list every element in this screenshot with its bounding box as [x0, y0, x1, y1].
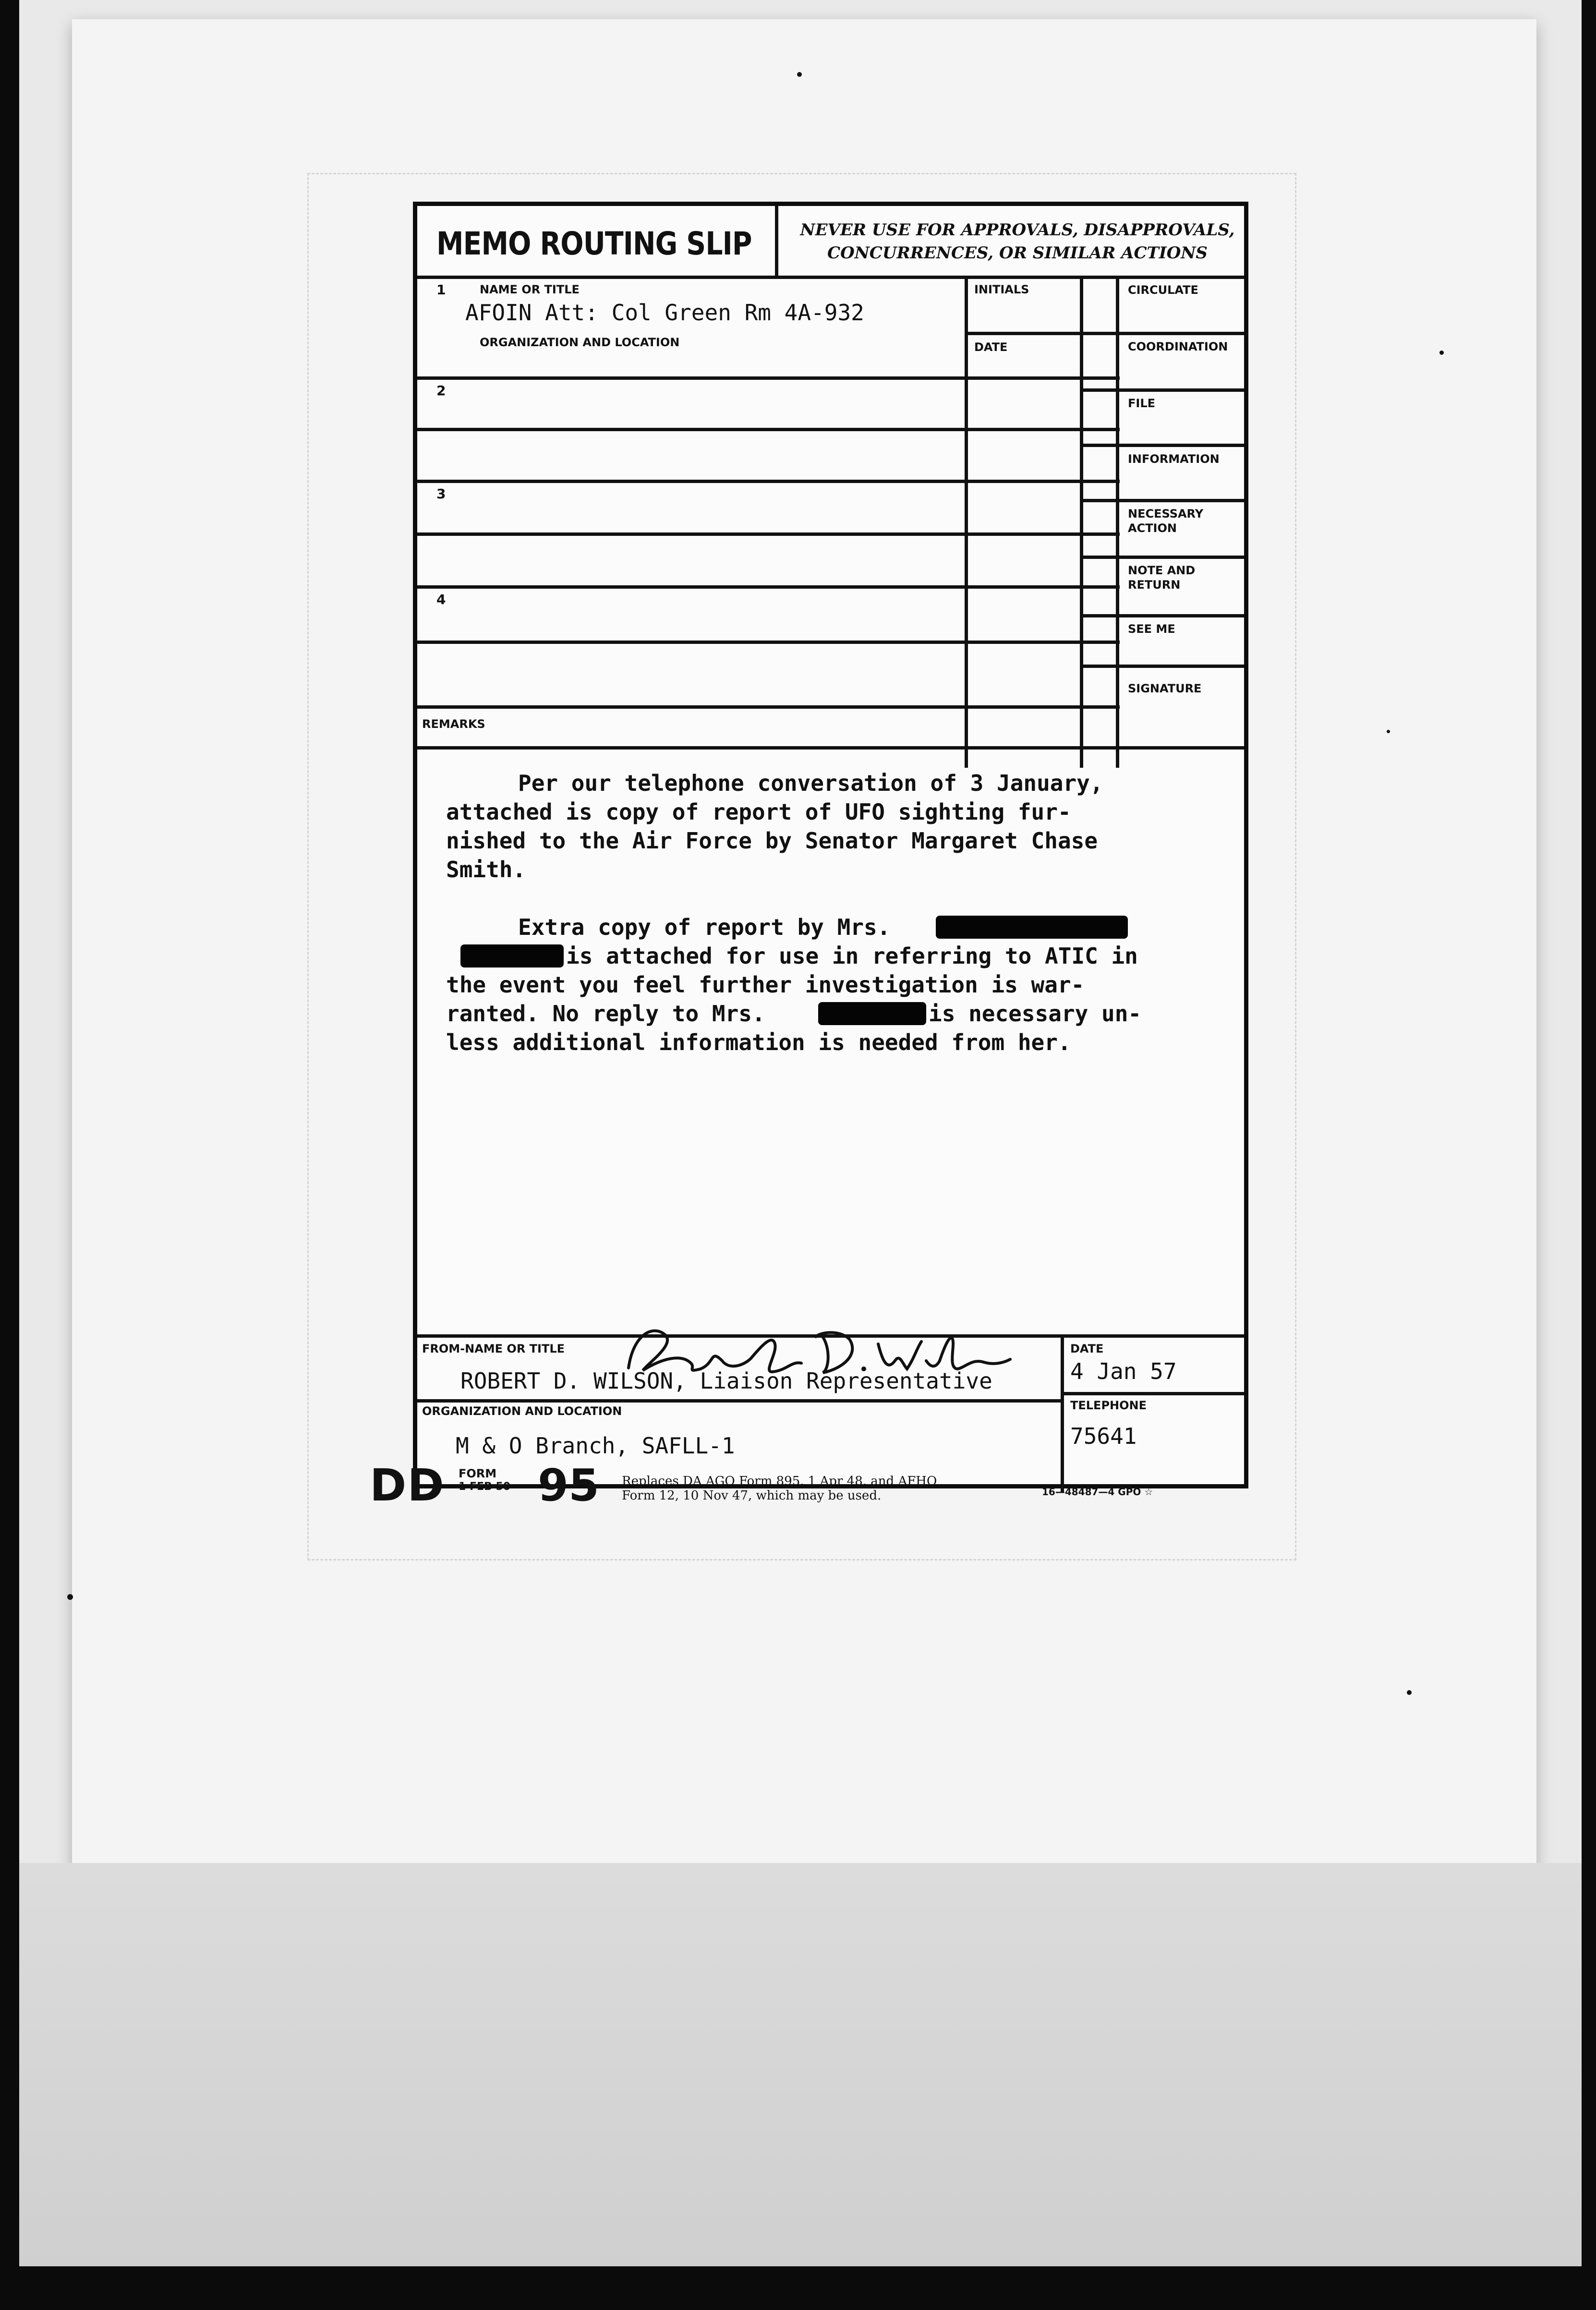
- remarks-line: nished to the Air Force by Senator Margaret Chase: [446, 828, 1098, 854]
- form-label: FORM: [459, 1467, 497, 1480]
- form-date: 1 FEB 50: [459, 1481, 511, 1493]
- row-number-3: 3: [436, 486, 446, 502]
- warning-line-1: NEVER USE FOR APPROVALS, DISAPPROVALS,: [800, 220, 1235, 240]
- action-rule: [1080, 614, 1244, 617]
- redaction-bar: [818, 1002, 926, 1025]
- org-location-label: ORGANIZATION AND LOCATION: [480, 336, 680, 349]
- remarks-line: is necessary un-: [929, 1001, 1142, 1027]
- remarks-label: REMARKS: [422, 717, 485, 731]
- header-divider: [775, 206, 778, 276]
- speck: [797, 72, 802, 77]
- initials-column-rule: [965, 276, 968, 768]
- row-rule-1: [417, 376, 1120, 380]
- speck: [1439, 351, 1444, 355]
- row-number-4: 4: [436, 592, 446, 607]
- header-rule: [417, 276, 1244, 279]
- speck: [1407, 1690, 1412, 1695]
- remarks-rule: [417, 746, 1244, 750]
- slip-title: MEMO ROUTING SLIP: [436, 225, 752, 262]
- row-rule-2: [417, 480, 1120, 483]
- row-rule-2b: [417, 532, 1120, 536]
- form-dd: DD: [370, 1460, 445, 1511]
- addressee-entry: AFOIN Att: Col Green Rm 4A-932: [465, 300, 864, 326]
- memo-routing-slip: [413, 202, 1248, 1488]
- row-rule-3b: [417, 641, 1120, 644]
- redaction-bar: [460, 944, 564, 968]
- telephone-value: 75641: [1070, 1423, 1137, 1449]
- row-rule-3: [417, 585, 1120, 589]
- telephone-label: TELEPHONE: [1070, 1399, 1147, 1412]
- action-rule: [1080, 444, 1244, 447]
- action-coordination: COORDINATION: [1128, 340, 1228, 353]
- action-information: INFORMATION: [1128, 452, 1220, 466]
- remarks-line: the event you feel further investigation is war-: [446, 972, 1085, 998]
- from-name-title-label: FROM-NAME OR TITLE: [422, 1342, 565, 1355]
- speck: [67, 1594, 73, 1600]
- remarks-line: is attached for use in referring to ATIC in: [566, 943, 1138, 969]
- from-org-rule: [417, 1399, 1061, 1403]
- replaces-note-line-2: Form 12, 10 Nov 47, which may be used.: [622, 1488, 882, 1503]
- check-column-rule-right: [1116, 276, 1119, 768]
- from-org: M & O Branch, SAFLL-1: [456, 1433, 735, 1459]
- replaces-note-line-1: Replaces DA AGO Form 895, 1 Apr 48, and AFHQ: [622, 1474, 937, 1488]
- action-note-and-return: NOTE AND RETURN: [1128, 564, 1196, 592]
- action-rule: [1080, 332, 1244, 335]
- form-number: 95: [538, 1460, 600, 1511]
- action-file: FILE: [1128, 397, 1156, 410]
- telephone-rule: [1061, 1392, 1244, 1395]
- action-circulate: CIRCULATE: [1128, 283, 1198, 297]
- action-rule: [1080, 665, 1244, 668]
- row-rule-1b: [417, 428, 1120, 431]
- film-margin: [19, 1863, 1582, 2266]
- row-number-2: 2: [436, 383, 446, 399]
- action-see-me: SEE ME: [1128, 622, 1175, 636]
- date-column-rule: [1061, 1334, 1064, 1493]
- gpo-code: 16—48487—4 GPO ☆: [1042, 1486, 1153, 1498]
- row-rule-4: [417, 705, 1120, 709]
- action-signature: SIGNATURE: [1128, 682, 1202, 695]
- speck: [1387, 730, 1390, 733]
- redaction-bar: [936, 916, 1128, 939]
- action-rule: [1080, 499, 1244, 502]
- remarks-line: Smith.: [446, 857, 526, 883]
- name-title-label: NAME OR TITLE: [480, 283, 580, 296]
- initials-rule: [965, 332, 1084, 335]
- initials-label: INITIALS: [974, 283, 1029, 296]
- action-necessary-action: NECESSARY ACTION: [1128, 507, 1204, 535]
- remarks-line: less additional information is needed from her.: [446, 1029, 1071, 1055]
- action-rule: [1080, 556, 1244, 559]
- remarks-line: ranted. No reply to Mrs.: [446, 1001, 765, 1027]
- action-rule: [1080, 388, 1244, 392]
- warning-line-2: CONCURRENCES, OR SIMILAR ACTIONS: [827, 243, 1208, 263]
- remarks-line: Per our telephone conversation of 3 January,: [518, 770, 1103, 796]
- from-org-label: ORGANIZATION AND LOCATION: [422, 1404, 622, 1418]
- row-number-1: 1: [436, 282, 446, 298]
- check-column-rule-left: [1080, 276, 1083, 768]
- from-date: 4 Jan 57: [1070, 1358, 1177, 1384]
- date-label: DATE: [974, 340, 1008, 354]
- from-name: ROBERT D. WILSON, Liaison Representative: [460, 1368, 992, 1394]
- from-date-label: DATE: [1070, 1342, 1104, 1355]
- remarks-line: attached is copy of report of UFO sighting fur-: [446, 799, 1071, 825]
- remarks-line: Extra copy of report by Mrs.: [518, 914, 891, 940]
